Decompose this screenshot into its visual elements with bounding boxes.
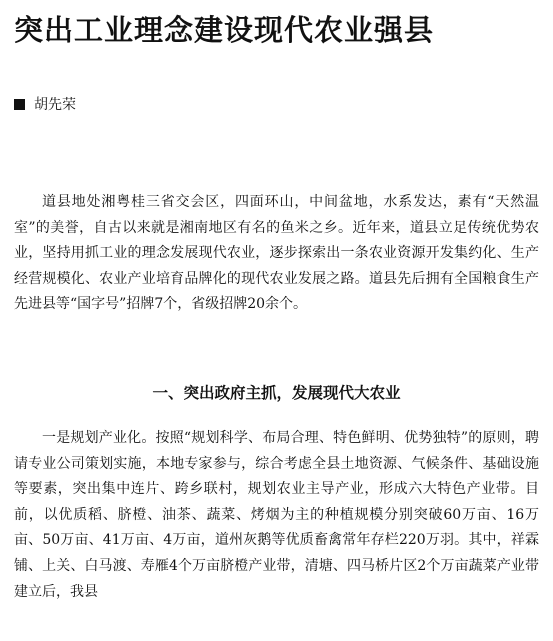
article-title: 突出工业理念建设现代农业强县 [14,13,435,47]
author-name: 胡先荣 [34,97,76,113]
author-bullet-icon [14,99,25,110]
intro-paragraph: 道县地处湘粤桂三省交会区，四面环山，中间盆地，水系发达，素有“天然温室”的美誉，自古以来就是湘南地区有名的鱼米之乡。近年来，道县立足传统优势农业，坚持用抓工业的理念发展现代农业，逐步探索出一条农业资源开发集约化、生产经营规模化、农业产业培育品牌化的现代农业发展之路。道县先后拥有全国粮食生产先进县等“国字号”招牌7个，省级招牌20余个。 [14,194,539,313]
section-heading: 一、突出政府主抓，发展现代大农业 [152,384,401,402]
author-line [14,94,76,114]
body-paragraph: 一是规划产业化。按照“规划科学、布局合理、特色鲜明、优势独特”的原则，聘请专业公司策划实施，本地专家参与，综合考虑全县土地资源、气候条件、基础设施等要素，突出集中连片、跨乡联村，规划农业主导产业，形成六大特色产业带。目前，以优质稻、脐橙、油茶、蔬菜、烤烟为主的种植规模分别突破60万亩、16万亩、50万亩、41万亩、4万亩，道州灰鹅等优质畜禽常年存栏220万羽。其中，祥霖铺、上关、白马渡、寿雁4个万亩脐橙产业带，清塘、四马桥片区2个万亩蔬菜产业带建立后，我县 [14,430,539,600]
